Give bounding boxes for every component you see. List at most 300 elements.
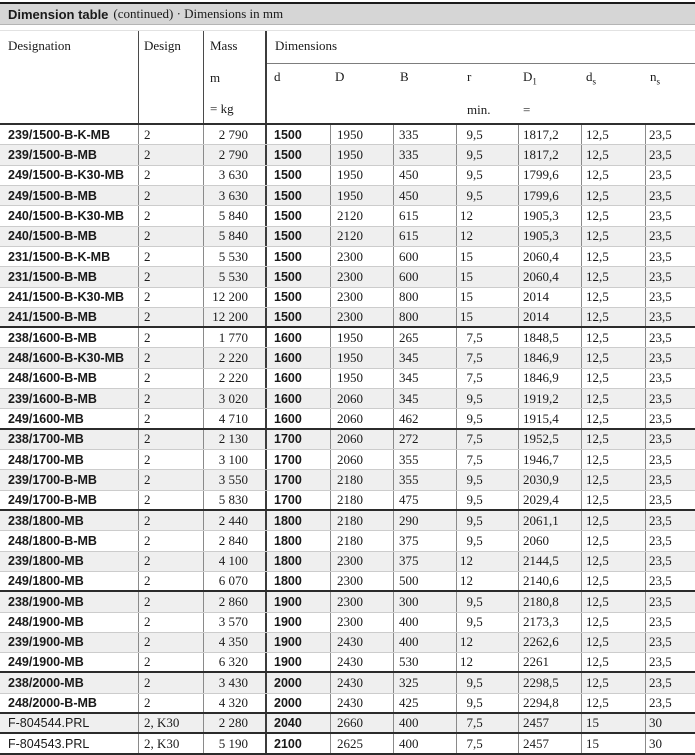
chamfer-cell: 15: [456, 288, 518, 307]
designation-cell: 241/1500-B-MB: [8, 309, 97, 324]
design-cell: 2: [138, 247, 203, 266]
outer-diameter-cell: 1950: [330, 328, 393, 347]
D1-cell: 1846,9: [518, 348, 581, 367]
ns-cell: 23,5: [645, 613, 695, 632]
ns-cell: 23,5: [645, 308, 695, 326]
designation-cell: 240/1500-B-K30-MB: [8, 208, 125, 223]
outer-diameter-cell: 2300: [330, 247, 393, 266]
designation-cell: 238/1900-MB: [8, 594, 84, 609]
table-row: [0, 348, 695, 368]
bore-diameter-cell: 2000: [265, 673, 330, 692]
designation-cell: 239/1500-B-K-MB: [8, 127, 111, 142]
table-row: [0, 308, 695, 328]
bore-diameter-cell: 1800: [265, 572, 330, 590]
chamfer-cell: 12: [456, 653, 518, 671]
table-row: [0, 673, 695, 693]
table-row: [0, 430, 695, 450]
bore-diameter-cell: 1900: [265, 592, 330, 611]
mass-cell: 5 840: [203, 206, 265, 225]
outer-diameter-cell: 2300: [330, 267, 393, 286]
chamfer-cell: 9,5: [456, 389, 518, 408]
width-cell: 450: [393, 186, 456, 205]
ns-cell: 23,5: [645, 409, 695, 427]
outer-diameter-cell: 2180: [330, 491, 393, 509]
col-header-ns: $n_s$: [650, 69, 661, 87]
mass-cell: 3 550: [203, 470, 265, 489]
mass-cell: 5 830: [203, 491, 265, 509]
mass-cell: 12 200: [203, 288, 265, 307]
design-cell: 2: [138, 186, 203, 205]
outer-diameter-cell: 2430: [330, 633, 393, 652]
table-row: [0, 552, 695, 572]
outer-diameter-cell: 1950: [330, 186, 393, 205]
D1-cell: 1817,2: [518, 145, 581, 164]
design-cell: 2: [138, 166, 203, 185]
ds-cell: 12,5: [581, 409, 645, 427]
ns-cell: 23,5: [645, 694, 695, 712]
column-header-design: Design: [138, 31, 203, 123]
col-header-B: B: [400, 69, 409, 84]
ds-cell: 12,5: [581, 288, 645, 307]
design-cell: 2, K30: [138, 714, 203, 732]
width-cell: 272: [393, 430, 456, 449]
designation-cell: 238/1600-B-MB: [8, 330, 97, 345]
col-header-r: r: [467, 69, 472, 84]
designation-cell: F-804544.PRL: [8, 716, 90, 731]
width-cell: 615: [393, 206, 456, 225]
design-cell: 2: [138, 227, 203, 246]
outer-diameter-cell: 2300: [330, 613, 393, 632]
ds-cell: 12,5: [581, 450, 645, 469]
ds-cell: 12,5: [581, 613, 645, 632]
D1-cell: 1905,3: [518, 206, 581, 225]
outer-diameter-cell: 1950: [330, 369, 393, 388]
width-cell: 345: [393, 389, 456, 408]
ns-cell: 23,5: [645, 288, 695, 307]
ns-cell: 23,5: [645, 572, 695, 590]
col-header-ds: $d_s$: [586, 69, 597, 87]
table-row: [0, 653, 695, 673]
chamfer-cell: 9,5: [456, 470, 518, 489]
mass-cell: 2 840: [203, 531, 265, 550]
col-header-D: D: [335, 69, 345, 84]
outer-diameter-cell: 2300: [330, 288, 393, 307]
bore-diameter-cell: 1600: [265, 348, 330, 367]
table-row: [0, 186, 695, 206]
D1-cell: 2060: [518, 531, 581, 550]
mass-cell: 4 320: [203, 694, 265, 712]
width-cell: 335: [393, 125, 456, 144]
designation-cell: 240/1500-B-MB: [8, 229, 97, 244]
width-cell: 345: [393, 369, 456, 388]
dimension-subcolumns: [267, 64, 695, 123]
mass-cell: 4 350: [203, 633, 265, 652]
mass-cell: 5 530: [203, 247, 265, 266]
chamfer-cell: 12: [456, 572, 518, 590]
r-min-qualifier: min.: [467, 102, 491, 117]
mass-cell: 5 530: [203, 267, 265, 286]
width-cell: 265: [393, 328, 456, 347]
D1-equals-qualifier: =: [523, 102, 531, 117]
ds-cell: 12,5: [581, 430, 645, 449]
chamfer-cell: 12: [456, 227, 518, 246]
col-header-d: d: [274, 69, 281, 84]
chamfer-cell: 12: [456, 206, 518, 225]
width-cell: 615: [393, 227, 456, 246]
bore-diameter-cell: 2040: [265, 714, 330, 732]
outer-diameter-cell: 2300: [330, 592, 393, 611]
mass-cell: 1 770: [203, 328, 265, 347]
table-row: [0, 470, 695, 490]
design-cell: 2: [138, 308, 203, 326]
chamfer-cell: 7,5: [456, 328, 518, 347]
ds-cell: 12,5: [581, 145, 645, 164]
table-row: [0, 734, 695, 754]
ns-cell: 23,5: [645, 267, 695, 286]
table-row: [0, 288, 695, 308]
column-header-mass: [203, 31, 265, 123]
bore-diameter-cell: 1500: [265, 247, 330, 266]
ds-cell: 12,5: [581, 328, 645, 347]
bore-diameter-cell: 1800: [265, 511, 330, 530]
designation-cell: 249/1500-B-MB: [8, 188, 97, 203]
D1-cell: 1848,5: [518, 328, 581, 347]
mass-cell: 3 430: [203, 673, 265, 692]
table-row: [0, 267, 695, 287]
ns-cell: 23,5: [645, 450, 695, 469]
bore-diameter-cell: 1800: [265, 531, 330, 550]
width-cell: 800: [393, 288, 456, 307]
D1-cell: 2294,8: [518, 694, 581, 712]
design-cell: 2, K30: [138, 734, 203, 752]
bore-diameter-cell: 1900: [265, 653, 330, 671]
bore-diameter-cell: 1500: [265, 227, 330, 246]
table-row: [0, 694, 695, 714]
ds-cell: 15: [581, 734, 645, 752]
ds-cell: 12,5: [581, 531, 645, 550]
designation-cell: 249/1700-B-MB: [8, 492, 97, 507]
table-row: [0, 572, 695, 592]
designation-cell: 249/1500-B-K30-MB: [8, 168, 125, 183]
design-cell: 2: [138, 450, 203, 469]
table-subtitle: (continued) · Dimensions in mm: [113, 6, 284, 21]
width-cell: 500: [393, 572, 456, 590]
designation-cell: 239/1600-B-MB: [8, 391, 97, 406]
D1-cell: 2014: [518, 288, 581, 307]
table-row: [0, 531, 695, 551]
bore-diameter-cell: 1500: [265, 166, 330, 185]
chamfer-cell: 9,5: [456, 166, 518, 185]
bore-diameter-cell: 1500: [265, 186, 330, 205]
ns-cell: 23,5: [645, 227, 695, 246]
ns-cell: 23,5: [645, 125, 695, 144]
D1-cell: 2144,5: [518, 552, 581, 571]
width-cell: 600: [393, 267, 456, 286]
table-title: Dimension table: [8, 6, 109, 22]
design-cell: 2: [138, 348, 203, 367]
column-header-designation: Designation: [8, 38, 71, 53]
table-row: [0, 592, 695, 612]
outer-diameter-cell: 2120: [330, 227, 393, 246]
chamfer-cell: 9,5: [456, 491, 518, 509]
ds-cell: 12,5: [581, 206, 645, 225]
D1-cell: 2060,4: [518, 267, 581, 286]
design-cell: 2: [138, 267, 203, 286]
D1-cell: 2457: [518, 714, 581, 732]
ns-cell: 23,5: [645, 673, 695, 692]
ds-cell: 12,5: [581, 633, 645, 652]
width-cell: 400: [393, 613, 456, 632]
bore-diameter-cell: 1700: [265, 491, 330, 509]
width-cell: 355: [393, 450, 456, 469]
bore-diameter-cell: 2000: [265, 694, 330, 712]
dimensions-label: Dimensions: [267, 31, 695, 64]
designation-cell: 239/1500-B-MB: [8, 147, 97, 162]
mass-cell: 2 280: [203, 714, 265, 732]
design-cell: 2: [138, 592, 203, 611]
dimension-table-page: [0, 2, 695, 755]
bore-diameter-cell: 1800: [265, 552, 330, 571]
mass-cell: 2 860: [203, 592, 265, 611]
ds-cell: 12,5: [581, 653, 645, 671]
ns-cell: 23,5: [645, 247, 695, 266]
table-row: [0, 328, 695, 348]
ns-cell: 23,5: [645, 633, 695, 652]
width-cell: 462: [393, 409, 456, 427]
ns-cell: 23,5: [645, 166, 695, 185]
bore-diameter-cell: 1600: [265, 389, 330, 408]
D1-cell: 1817,2: [518, 125, 581, 144]
outer-diameter-cell: 2060: [330, 430, 393, 449]
table-row: [0, 613, 695, 633]
width-cell: 300: [393, 592, 456, 611]
chamfer-cell: 15: [456, 247, 518, 266]
outer-diameter-cell: 2430: [330, 653, 393, 671]
mass-cell: 3 630: [203, 186, 265, 205]
mass-cell: 2 220: [203, 369, 265, 388]
D1-cell: 1799,6: [518, 186, 581, 205]
chamfer-cell: 7,5: [456, 430, 518, 449]
bore-diameter-cell: 1600: [265, 328, 330, 347]
designation-cell: 248/1700-MB: [8, 452, 84, 467]
designation-cell: 249/1900-MB: [8, 655, 84, 670]
width-cell: 375: [393, 552, 456, 571]
designation-cell: 248/2000-B-MB: [8, 695, 97, 710]
bore-diameter-cell: 1700: [265, 450, 330, 469]
table-row: [0, 166, 695, 186]
D1-cell: 1905,3: [518, 227, 581, 246]
mass-cell: 3 630: [203, 166, 265, 185]
outer-diameter-cell: 2300: [330, 552, 393, 571]
D1-cell: 2030,9: [518, 470, 581, 489]
ns-cell: 23,5: [645, 552, 695, 571]
designation-cell: 241/1500-B-K30-MB: [8, 290, 125, 305]
designation-cell: 238/2000-MB: [8, 676, 84, 691]
ns-cell: 23,5: [645, 491, 695, 509]
chamfer-cell: 7,5: [456, 348, 518, 367]
design-cell: 2: [138, 328, 203, 347]
bore-diameter-cell: 1700: [265, 470, 330, 489]
mass-cell: 2 130: [203, 430, 265, 449]
ds-cell: 12,5: [581, 552, 645, 571]
design-cell: 2: [138, 430, 203, 449]
D1-cell: 1915,4: [518, 409, 581, 427]
designation-cell: 231/1500-B-K-MB: [8, 249, 111, 264]
width-cell: 355: [393, 470, 456, 489]
mass-cell: 4 100: [203, 552, 265, 571]
ns-cell: 23,5: [645, 430, 695, 449]
ds-cell: 15: [581, 714, 645, 732]
designation-cell: 238/1800-MB: [8, 513, 84, 528]
design-cell: 2: [138, 613, 203, 632]
D1-cell: 2261: [518, 653, 581, 671]
table-row: [0, 206, 695, 226]
chamfer-cell: 7,5: [456, 734, 518, 752]
mass-cell: 6 070: [203, 572, 265, 590]
ns-cell: 23,5: [645, 206, 695, 225]
chamfer-cell: 9,5: [456, 613, 518, 632]
chamfer-cell: 7,5: [456, 450, 518, 469]
chamfer-cell: 9,5: [456, 592, 518, 611]
D1-cell: 2173,3: [518, 613, 581, 632]
chamfer-cell: 9,5: [456, 186, 518, 205]
D1-cell: 2140,6: [518, 572, 581, 590]
ns-cell: 23,5: [645, 328, 695, 347]
chamfer-cell: 15: [456, 308, 518, 326]
bore-diameter-cell: 1600: [265, 369, 330, 388]
ns-cell: 23,5: [645, 186, 695, 205]
design-cell: 2: [138, 694, 203, 712]
design-cell: 2: [138, 369, 203, 388]
mass-cell: 2 790: [203, 125, 265, 144]
D1-cell: 2180,8: [518, 592, 581, 611]
D1-cell: 1952,5: [518, 430, 581, 449]
bore-diameter-cell: 2100: [265, 734, 330, 752]
ds-cell: 12,5: [581, 247, 645, 266]
designation-cell: F-804543.PRL: [8, 736, 90, 751]
bore-diameter-cell: 1900: [265, 613, 330, 632]
ns-cell: 23,5: [645, 389, 695, 408]
D1-cell: 1919,2: [518, 389, 581, 408]
ns-cell: 23,5: [645, 592, 695, 611]
table-row: [0, 125, 695, 145]
width-cell: 400: [393, 734, 456, 752]
bore-diameter-cell: 1500: [265, 308, 330, 326]
ds-cell: 12,5: [581, 369, 645, 388]
ds-cell: 12,5: [581, 348, 645, 367]
design-cell: 2: [138, 470, 203, 489]
ds-cell: 12,5: [581, 166, 645, 185]
width-cell: 400: [393, 633, 456, 652]
outer-diameter-cell: 2300: [330, 572, 393, 590]
width-cell: 475: [393, 491, 456, 509]
outer-diameter-cell: 1950: [330, 348, 393, 367]
D1-cell: 2298,5: [518, 673, 581, 692]
chamfer-cell: 15: [456, 267, 518, 286]
width-cell: 600: [393, 247, 456, 266]
design-cell: 2: [138, 125, 203, 144]
D1-cell: 2014: [518, 308, 581, 326]
designation-cell: 248/1600-B-MB: [8, 371, 97, 386]
width-cell: 375: [393, 531, 456, 550]
chamfer-cell: 9,5: [456, 511, 518, 530]
ds-cell: 12,5: [581, 267, 645, 286]
design-cell: 2: [138, 409, 203, 427]
ds-cell: 12,5: [581, 572, 645, 590]
D1-cell: 2029,4: [518, 491, 581, 509]
ds-cell: 12,5: [581, 673, 645, 692]
D1-cell: 1946,7: [518, 450, 581, 469]
mass-cell: 2 220: [203, 348, 265, 367]
mass-cell: 2 790: [203, 145, 265, 164]
outer-diameter-cell: 2660: [330, 714, 393, 732]
width-cell: 290: [393, 511, 456, 530]
table-row: [0, 714, 695, 734]
design-cell: 2: [138, 572, 203, 590]
table-row: [0, 633, 695, 653]
column-header-dimensions: [265, 31, 695, 123]
D1-cell: 2262,6: [518, 633, 581, 652]
width-cell: 530: [393, 653, 456, 671]
ns-cell: 23,5: [645, 653, 695, 671]
width-cell: 450: [393, 166, 456, 185]
width-cell: 325: [393, 673, 456, 692]
table-row: [0, 511, 695, 531]
chamfer-cell: 12: [456, 552, 518, 571]
bore-diameter-cell: 1500: [265, 288, 330, 307]
design-cell: 2: [138, 288, 203, 307]
D1-cell: 1846,9: [518, 369, 581, 388]
mass-cell: 5 190: [203, 734, 265, 752]
outer-diameter-cell: 2430: [330, 694, 393, 712]
mass-cell: 2 440: [203, 511, 265, 530]
ds-cell: 12,5: [581, 511, 645, 530]
mass-symbol: m: [210, 69, 221, 85]
D1-cell: 2060,4: [518, 247, 581, 266]
design-cell: 2: [138, 206, 203, 225]
designation-cell: 249/1800-MB: [8, 574, 84, 589]
ds-cell: 12,5: [581, 592, 645, 611]
table-header: [0, 30, 695, 125]
width-cell: 345: [393, 348, 456, 367]
chamfer-cell: 9,5: [456, 694, 518, 712]
designation-cell: 248/1900-MB: [8, 615, 84, 630]
design-cell: 2: [138, 552, 203, 571]
table-title-bar: [0, 2, 695, 25]
ns-cell: 30: [645, 734, 695, 752]
mass-cell: 6 320: [203, 653, 265, 671]
mass-cell: 3 100: [203, 450, 265, 469]
design-cell: 2: [138, 531, 203, 550]
design-cell: 2: [138, 673, 203, 692]
ds-cell: 12,5: [581, 389, 645, 408]
ns-cell: 23,5: [645, 531, 695, 550]
design-cell: 2: [138, 145, 203, 164]
bore-diameter-cell: 1600: [265, 409, 330, 427]
outer-diameter-cell: 2180: [330, 531, 393, 550]
bore-diameter-cell: 1500: [265, 267, 330, 286]
ds-cell: 12,5: [581, 308, 645, 326]
table-row: [0, 247, 695, 267]
table-row: [0, 491, 695, 511]
D1-cell: 1799,6: [518, 166, 581, 185]
chamfer-cell: 9,5: [456, 409, 518, 427]
table-row: [0, 450, 695, 470]
outer-diameter-cell: 2060: [330, 389, 393, 408]
D1-cell: 2457: [518, 734, 581, 752]
ns-cell: 23,5: [645, 145, 695, 164]
designation-cell: 249/1600-MB: [8, 411, 84, 426]
